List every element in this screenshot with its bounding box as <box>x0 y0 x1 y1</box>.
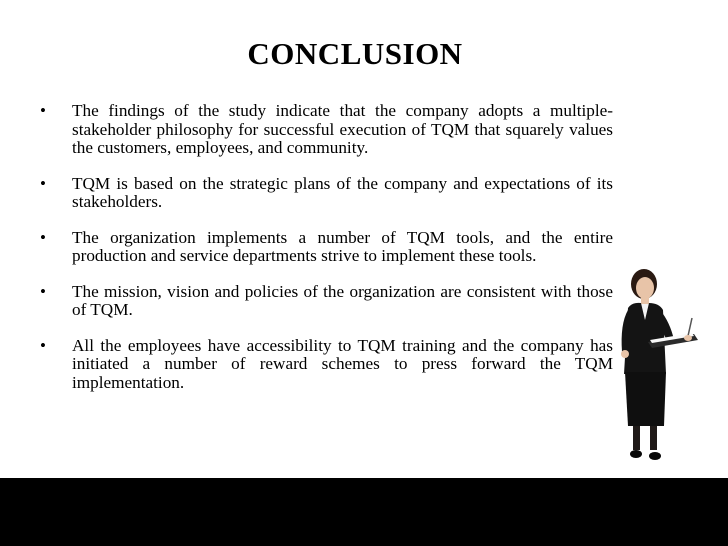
person-skirt <box>625 372 666 426</box>
person-left-shoe <box>630 450 642 458</box>
person-neck <box>641 297 649 304</box>
bullet-dot-icon: • <box>40 281 46 301</box>
person-right-hand <box>684 335 692 341</box>
bullet-list <box>38 102 613 409</box>
bullet-text: The findings of the study indicate that the company adopts a multiple-stakeholder philosophy for successful execution of TQM that squarely values the customers, employees, and community. <box>72 101 613 157</box>
bullet-text: All the employees have accessibility to TQM training and the company has initiated a number of reward schemes to press forward the TQM implementation. <box>72 335 613 392</box>
bullet-dot-icon: • <box>40 227 46 247</box>
bullet-text: The organization implements a number of TQM tools, and the entire production and service departments strive to implement these tools. <box>72 227 613 265</box>
bullet-dot-icon: • <box>40 335 46 355</box>
bullet-text: The mission, vision and policies of the organization are consistent with those of TQM. <box>72 281 613 319</box>
bullet-item <box>38 102 613 158</box>
bullet-dot-icon: • <box>40 173 46 193</box>
person-face <box>636 277 654 299</box>
bullet-text: TQM is based on the strategic plans of the company and expectations of its stakeholders. <box>72 173 613 211</box>
person-right-shoe <box>649 452 661 460</box>
bullet-item <box>38 229 613 266</box>
person-left-leg <box>633 426 640 450</box>
person-left-hand <box>621 350 629 358</box>
footer-bar <box>0 478 728 546</box>
bullet-item <box>38 175 613 212</box>
bullet-item <box>38 283 613 320</box>
bullet-item <box>38 337 613 393</box>
businesswoman-illustration <box>608 264 704 464</box>
person-right-leg <box>650 426 657 450</box>
bullet-dot-icon: • <box>40 101 46 120</box>
slide-title: CONCLUSION <box>247 36 463 71</box>
